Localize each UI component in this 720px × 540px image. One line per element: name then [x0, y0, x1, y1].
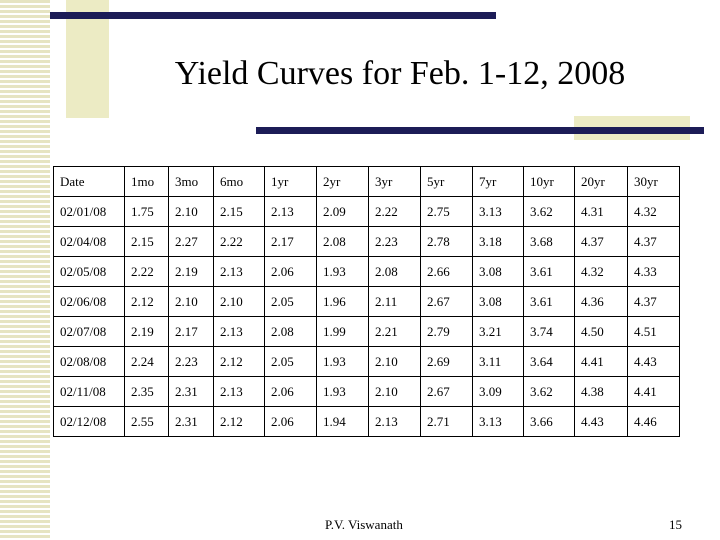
table-cell: 2.11 — [369, 287, 421, 317]
table-cell: 02/04/08 — [54, 227, 125, 257]
table-cell: 3.21 — [473, 317, 524, 347]
table-cell: 4.43 — [575, 407, 628, 437]
table-cell: 4.32 — [628, 197, 680, 227]
table-row — [54, 377, 680, 407]
table-cell: 2.17 — [265, 227, 317, 257]
column-header: 1mo — [125, 167, 169, 197]
table-cell: 2.09 — [317, 197, 369, 227]
table-cell: 4.43 — [628, 347, 680, 377]
table-cell: 2.22 — [369, 197, 421, 227]
yield-table — [53, 166, 680, 437]
table-cell: 3.13 — [473, 407, 524, 437]
table-cell: 2.10 — [369, 347, 421, 377]
table-cell: 4.41 — [628, 377, 680, 407]
table-cell: 2.21 — [369, 317, 421, 347]
table-cell: 3.62 — [524, 377, 575, 407]
footer-author: P.V. Viswanath — [325, 517, 403, 532]
table-row — [54, 407, 680, 437]
column-header: 3mo — [169, 167, 214, 197]
column-header: 2yr — [317, 167, 369, 197]
table-cell: 2.12 — [214, 347, 265, 377]
table-cell: 3.08 — [473, 287, 524, 317]
table-cell: 4.51 — [628, 317, 680, 347]
table-cell: 2.31 — [169, 407, 214, 437]
table-row — [54, 317, 680, 347]
column-header: 6mo — [214, 167, 265, 197]
table-cell: 2.24 — [125, 347, 169, 377]
column-header: 7yr — [473, 167, 524, 197]
table-cell: 1.99 — [317, 317, 369, 347]
table-cell: 2.66 — [421, 257, 473, 287]
table-cell: 2.13 — [369, 407, 421, 437]
table-row — [54, 227, 680, 257]
table-cell: 4.36 — [575, 287, 628, 317]
column-header: 30yr — [628, 167, 680, 197]
table-cell: 2.22 — [214, 227, 265, 257]
table-row — [54, 197, 680, 227]
column-header: Date — [54, 167, 125, 197]
table-cell: 2.67 — [421, 287, 473, 317]
table-cell: 3.18 — [473, 227, 524, 257]
table-cell: 2.10 — [169, 197, 214, 227]
table-cell: 02/08/08 — [54, 347, 125, 377]
table-cell: 2.23 — [369, 227, 421, 257]
table-cell: 3.62 — [524, 197, 575, 227]
table-cell: 3.61 — [524, 287, 575, 317]
table-cell: 2.19 — [169, 257, 214, 287]
table-cell: 2.06 — [265, 257, 317, 287]
table-cell: 2.22 — [125, 257, 169, 287]
table-cell: 2.06 — [265, 407, 317, 437]
table-cell: 2.15 — [214, 197, 265, 227]
table-cell: 2.15 — [125, 227, 169, 257]
table-cell: 4.37 — [575, 227, 628, 257]
table-cell: 2.08 — [265, 317, 317, 347]
page-number: 15 — [669, 517, 682, 532]
table-cell: 02/11/08 — [54, 377, 125, 407]
table-cell: 4.31 — [575, 197, 628, 227]
table-row — [54, 287, 680, 317]
table-cell: 3.11 — [473, 347, 524, 377]
column-header: 10yr — [524, 167, 575, 197]
table-cell: 3.61 — [524, 257, 575, 287]
table-cell: 3.08 — [473, 257, 524, 287]
table-cell: 02/06/08 — [54, 287, 125, 317]
table-cell: 3.66 — [524, 407, 575, 437]
table-cell: 3.64 — [524, 347, 575, 377]
header-row — [54, 167, 680, 197]
table-cell: 2.12 — [125, 287, 169, 317]
table-cell: 2.08 — [317, 227, 369, 257]
table-row — [54, 257, 680, 287]
table-cell: 2.27 — [169, 227, 214, 257]
table-cell: 2.10 — [214, 287, 265, 317]
table-cell: 2.31 — [169, 377, 214, 407]
column-header: 5yr — [421, 167, 473, 197]
table-cell: 3.09 — [473, 377, 524, 407]
table-cell: 2.12 — [214, 407, 265, 437]
table-cell: 4.32 — [575, 257, 628, 287]
table-cell: 2.79 — [421, 317, 473, 347]
table-cell: 2.10 — [169, 287, 214, 317]
table-cell: 02/07/08 — [54, 317, 125, 347]
table-cell: 2.23 — [169, 347, 214, 377]
table-cell: 02/12/08 — [54, 407, 125, 437]
table-cell: 2.10 — [369, 377, 421, 407]
table-cell: 02/01/08 — [54, 197, 125, 227]
table-cell: 1.93 — [317, 347, 369, 377]
table-cell: 2.13 — [214, 317, 265, 347]
table-cell: 2.13 — [214, 377, 265, 407]
column-header: 3yr — [369, 167, 421, 197]
column-header: 1yr — [265, 167, 317, 197]
decorative-bar-top — [50, 12, 496, 19]
table-cell: 3.68 — [524, 227, 575, 257]
table-cell: 2.05 — [265, 347, 317, 377]
table-cell: 1.93 — [317, 257, 369, 287]
table-cell: 2.13 — [265, 197, 317, 227]
table-cell: 4.37 — [628, 227, 680, 257]
column-header: 20yr — [575, 167, 628, 197]
table-cell: 4.38 — [575, 377, 628, 407]
table-cell: 1.94 — [317, 407, 369, 437]
table-cell: 1.75 — [125, 197, 169, 227]
table-cell: 2.05 — [265, 287, 317, 317]
slide-title: Yield Curves for Feb. 1-12, 2008 — [174, 55, 626, 92]
table-cell: 4.37 — [628, 287, 680, 317]
table-cell: 3.74 — [524, 317, 575, 347]
table-cell: 2.75 — [421, 197, 473, 227]
table-cell: 02/05/08 — [54, 257, 125, 287]
table-cell: 1.93 — [317, 377, 369, 407]
table-cell: 2.35 — [125, 377, 169, 407]
table-cell: 2.78 — [421, 227, 473, 257]
table-cell: 2.71 — [421, 407, 473, 437]
table-cell: 2.55 — [125, 407, 169, 437]
decorative-bar-right — [256, 127, 704, 134]
table-cell: 2.17 — [169, 317, 214, 347]
table-cell: 2.06 — [265, 377, 317, 407]
table-cell: 2.08 — [369, 257, 421, 287]
table-cell: 2.67 — [421, 377, 473, 407]
table-cell: 2.69 — [421, 347, 473, 377]
table-cell: 3.13 — [473, 197, 524, 227]
table-cell: 4.41 — [575, 347, 628, 377]
table-cell: 4.50 — [575, 317, 628, 347]
table-cell: 4.46 — [628, 407, 680, 437]
table-cell: 2.19 — [125, 317, 169, 347]
table-cell: 1.96 — [317, 287, 369, 317]
table-row — [54, 347, 680, 377]
table-cell: 4.33 — [628, 257, 680, 287]
table-cell: 2.13 — [214, 257, 265, 287]
